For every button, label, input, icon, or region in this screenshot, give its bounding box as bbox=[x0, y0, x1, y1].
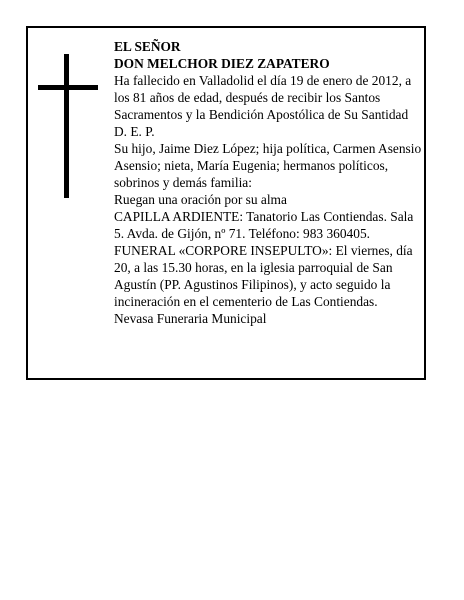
obituary-prayer-request: Ruegan una oración por su alma bbox=[114, 192, 287, 207]
obituary-text bbox=[114, 38, 422, 327]
cross-vertical-bar bbox=[64, 54, 69, 198]
obituary-funeral-home: Nevasa Funeraria Municipal bbox=[114, 311, 267, 326]
obituary-funeral-info: FUNERAL «CORPORE INSEPULTO»: El viernes, día 20, a las 15.30 horas, en la iglesia parroquial de San Agustín (PP. Agustinos Filipinos), y acto seguido la incineración en el cementerio de Las Contiendas. bbox=[114, 243, 413, 309]
obituary-chapel-info: CAPILLA ARDIENTE: Tanatorio Las Contiendas. Sala 5. Avda. de Gijón, nº 71. Teléfono: 983 360405. bbox=[114, 209, 414, 241]
cross-horizontal-bar bbox=[38, 85, 98, 90]
obituary-family-list: Su hijo, Jaime Diez López; hija política, Carmen Asensio Asensio; nieta, María Eugenia; hermanos políticos, sobrinos y demás familia: bbox=[114, 141, 422, 190]
obituary-heading-title: EL SEÑOR bbox=[114, 39, 181, 54]
obituary-death-announcement: Ha fallecido en Valladolid el día 19 de enero de 2012, a los 81 años de edad, después de recibir los Santos Sacramentos y la Bendición Apostólica de Su Santidad D. E. P. bbox=[114, 73, 412, 139]
obituary-deceased-name: DON MELCHOR DIEZ ZAPATERO bbox=[114, 56, 330, 71]
latin-cross-icon bbox=[38, 54, 98, 198]
